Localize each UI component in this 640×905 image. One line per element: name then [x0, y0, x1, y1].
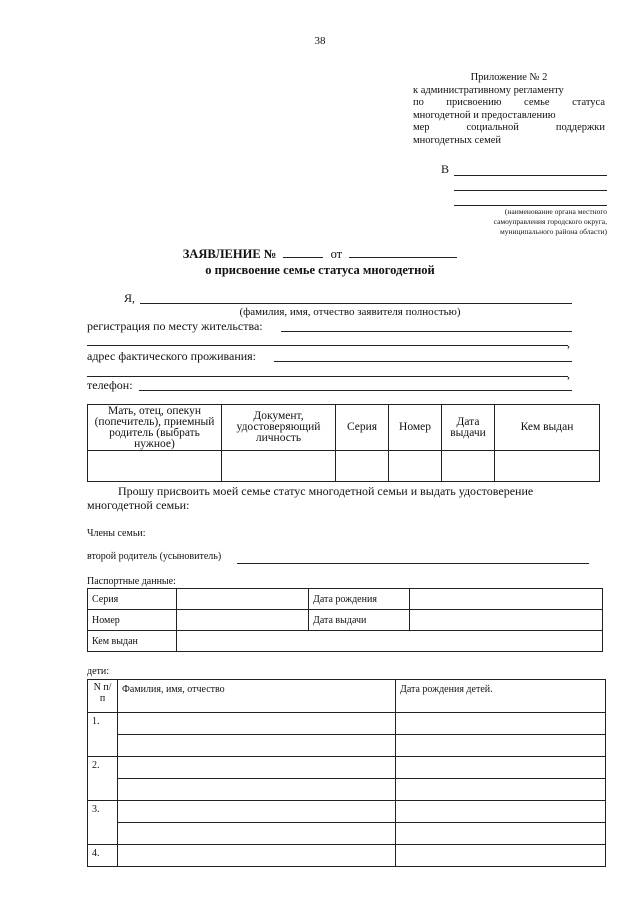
applicant-caption: (фамилия, имя, отчество заявителя полностью) [239, 306, 461, 318]
phone-field[interactable] [139, 390, 572, 391]
table-cell[interactable] [118, 735, 396, 757]
table-cell[interactable] [396, 735, 606, 757]
table-cell[interactable] [118, 801, 396, 823]
request-line: Прошу присвоить моей семье статус многодетной семьи и выдать удостоверение [118, 484, 534, 498]
table-row [88, 845, 606, 867]
children-label: дети: [87, 666, 110, 677]
table-cell[interactable] [396, 823, 606, 845]
birth-date-field[interactable] [410, 589, 603, 610]
actual-address-label: адрес фактического проживания: [87, 349, 257, 363]
table-cell[interactable] [118, 779, 396, 801]
appendix-word: социальной [466, 122, 519, 133]
table-cell[interactable] [396, 845, 606, 867]
table-cell[interactable] [495, 451, 600, 482]
second-parent-field[interactable] [237, 563, 589, 564]
appendix-line: многодетных семей [413, 134, 502, 146]
page-number: 38 [314, 35, 326, 47]
registration-label: регистрация по месту жительства: [87, 319, 263, 333]
table-header-row [88, 680, 606, 713]
registration-field-line2[interactable] [87, 345, 568, 346]
table-row [88, 779, 606, 801]
row-number: 3. [88, 801, 118, 845]
statement-number-field[interactable] [283, 257, 323, 258]
passport-series-field[interactable] [177, 589, 309, 610]
table-cell[interactable] [222, 451, 336, 482]
table-row [88, 589, 603, 610]
recipient-field-line[interactable] [454, 190, 607, 191]
recipient-caption-line: самоуправления городского округа, [493, 217, 607, 226]
row-number: 4. [88, 845, 118, 867]
recipient-caption [440, 207, 607, 237]
appendix-word: присвоению [446, 97, 502, 108]
table-row [88, 801, 606, 823]
children-table [87, 679, 606, 867]
table-cell[interactable] [396, 801, 606, 823]
statement-date-label: от [330, 247, 343, 261]
comma: , [567, 367, 570, 381]
statement-date-field[interactable] [349, 257, 457, 258]
appendix-title: Приложение № 2 [470, 72, 548, 83]
passport-table [87, 588, 603, 652]
statement-title: ЗАЯВЛЕНИЕ № [182, 247, 277, 261]
table-row [88, 451, 600, 482]
row-number: 2. [88, 757, 118, 801]
recipient-field-line[interactable] [454, 175, 607, 176]
table-header-cell: Мать, отец, опекун (попечитель), приемный родитель (выбрать нужное) [88, 405, 222, 451]
appendix-line [413, 97, 605, 110]
table-row [88, 735, 606, 757]
recipient-prefix: В [441, 162, 450, 176]
registration-field[interactable] [281, 331, 572, 332]
passport-series-label: Серия [88, 589, 177, 610]
table-header-cell: N п/п [88, 680, 118, 713]
table-header-cell: Дата рождения детей. [396, 680, 606, 713]
table-row [88, 713, 606, 735]
actual-address-field-line2[interactable] [87, 376, 568, 377]
table-header-cell: Документ, удостоверяющий личность [222, 405, 336, 451]
issue-date-field[interactable] [410, 610, 603, 631]
table-cell[interactable] [88, 451, 222, 482]
table-row [88, 610, 603, 631]
table-row [88, 823, 606, 845]
appendix-word: поддержки [555, 122, 605, 133]
statement-heading [0, 247, 640, 262]
appendix-block [413, 72, 605, 147]
appendix-line: к административному регламенту [413, 84, 564, 96]
table-row [88, 757, 606, 779]
table-cell[interactable] [396, 757, 606, 779]
table-header-cell: Кем выдан [495, 405, 600, 451]
appendix-word: статуса [572, 97, 605, 108]
comma: , [567, 336, 570, 350]
table-cell[interactable] [118, 757, 396, 779]
phone-label: телефон: [87, 378, 133, 392]
parent-document-table [87, 404, 600, 482]
recipient-caption-line: (наименование органа местного [504, 207, 607, 216]
appendix-line: многодетной и предоставлению [413, 109, 556, 121]
birth-date-label: Дата рождения [309, 589, 410, 610]
table-header-cell: Фамилия, имя, отчество [118, 680, 396, 713]
appendix-word: семье [524, 97, 550, 108]
table-cell[interactable] [118, 713, 396, 735]
appendix-word: мер [413, 122, 430, 133]
passport-number-field[interactable] [177, 610, 309, 631]
issued-by-field[interactable] [177, 631, 603, 652]
table-cell[interactable] [336, 451, 389, 482]
passport-number-label: Номер [88, 610, 177, 631]
table-header-cell: Номер [389, 405, 442, 451]
table-cell[interactable] [118, 845, 396, 867]
table-header-cell: Серия [336, 405, 389, 451]
applicant-prefix: Я, [124, 291, 136, 305]
issue-date-label: Дата выдачи [309, 610, 410, 631]
table-header-row [88, 405, 600, 451]
passport-data-label: Паспортные данные: [87, 576, 176, 587]
issued-by-label: Кем выдан [88, 631, 177, 652]
recipient-caption-line: муниципального района области) [499, 227, 607, 236]
second-parent-label: второй родитель (усыновитель) [87, 551, 222, 562]
table-cell[interactable] [442, 451, 495, 482]
table-cell[interactable] [118, 823, 396, 845]
table-row [88, 631, 603, 652]
appendix-word: по [413, 97, 424, 108]
table-header-cell: Дата выдачи [442, 405, 495, 451]
appendix-line [413, 122, 605, 135]
table-cell[interactable] [396, 713, 606, 735]
applicant-name-field[interactable] [140, 303, 572, 304]
row-number: 1. [88, 713, 118, 757]
statement-subtitle: о присвоение семье статуса многодетной [205, 263, 435, 277]
recipient-field-line[interactable] [454, 205, 607, 206]
actual-address-field[interactable] [274, 361, 572, 362]
family-members-label: Члены семьи: [87, 528, 146, 539]
request-line: многодетной семьи: [87, 498, 190, 512]
table-cell[interactable] [389, 451, 442, 482]
table-cell[interactable] [396, 779, 606, 801]
